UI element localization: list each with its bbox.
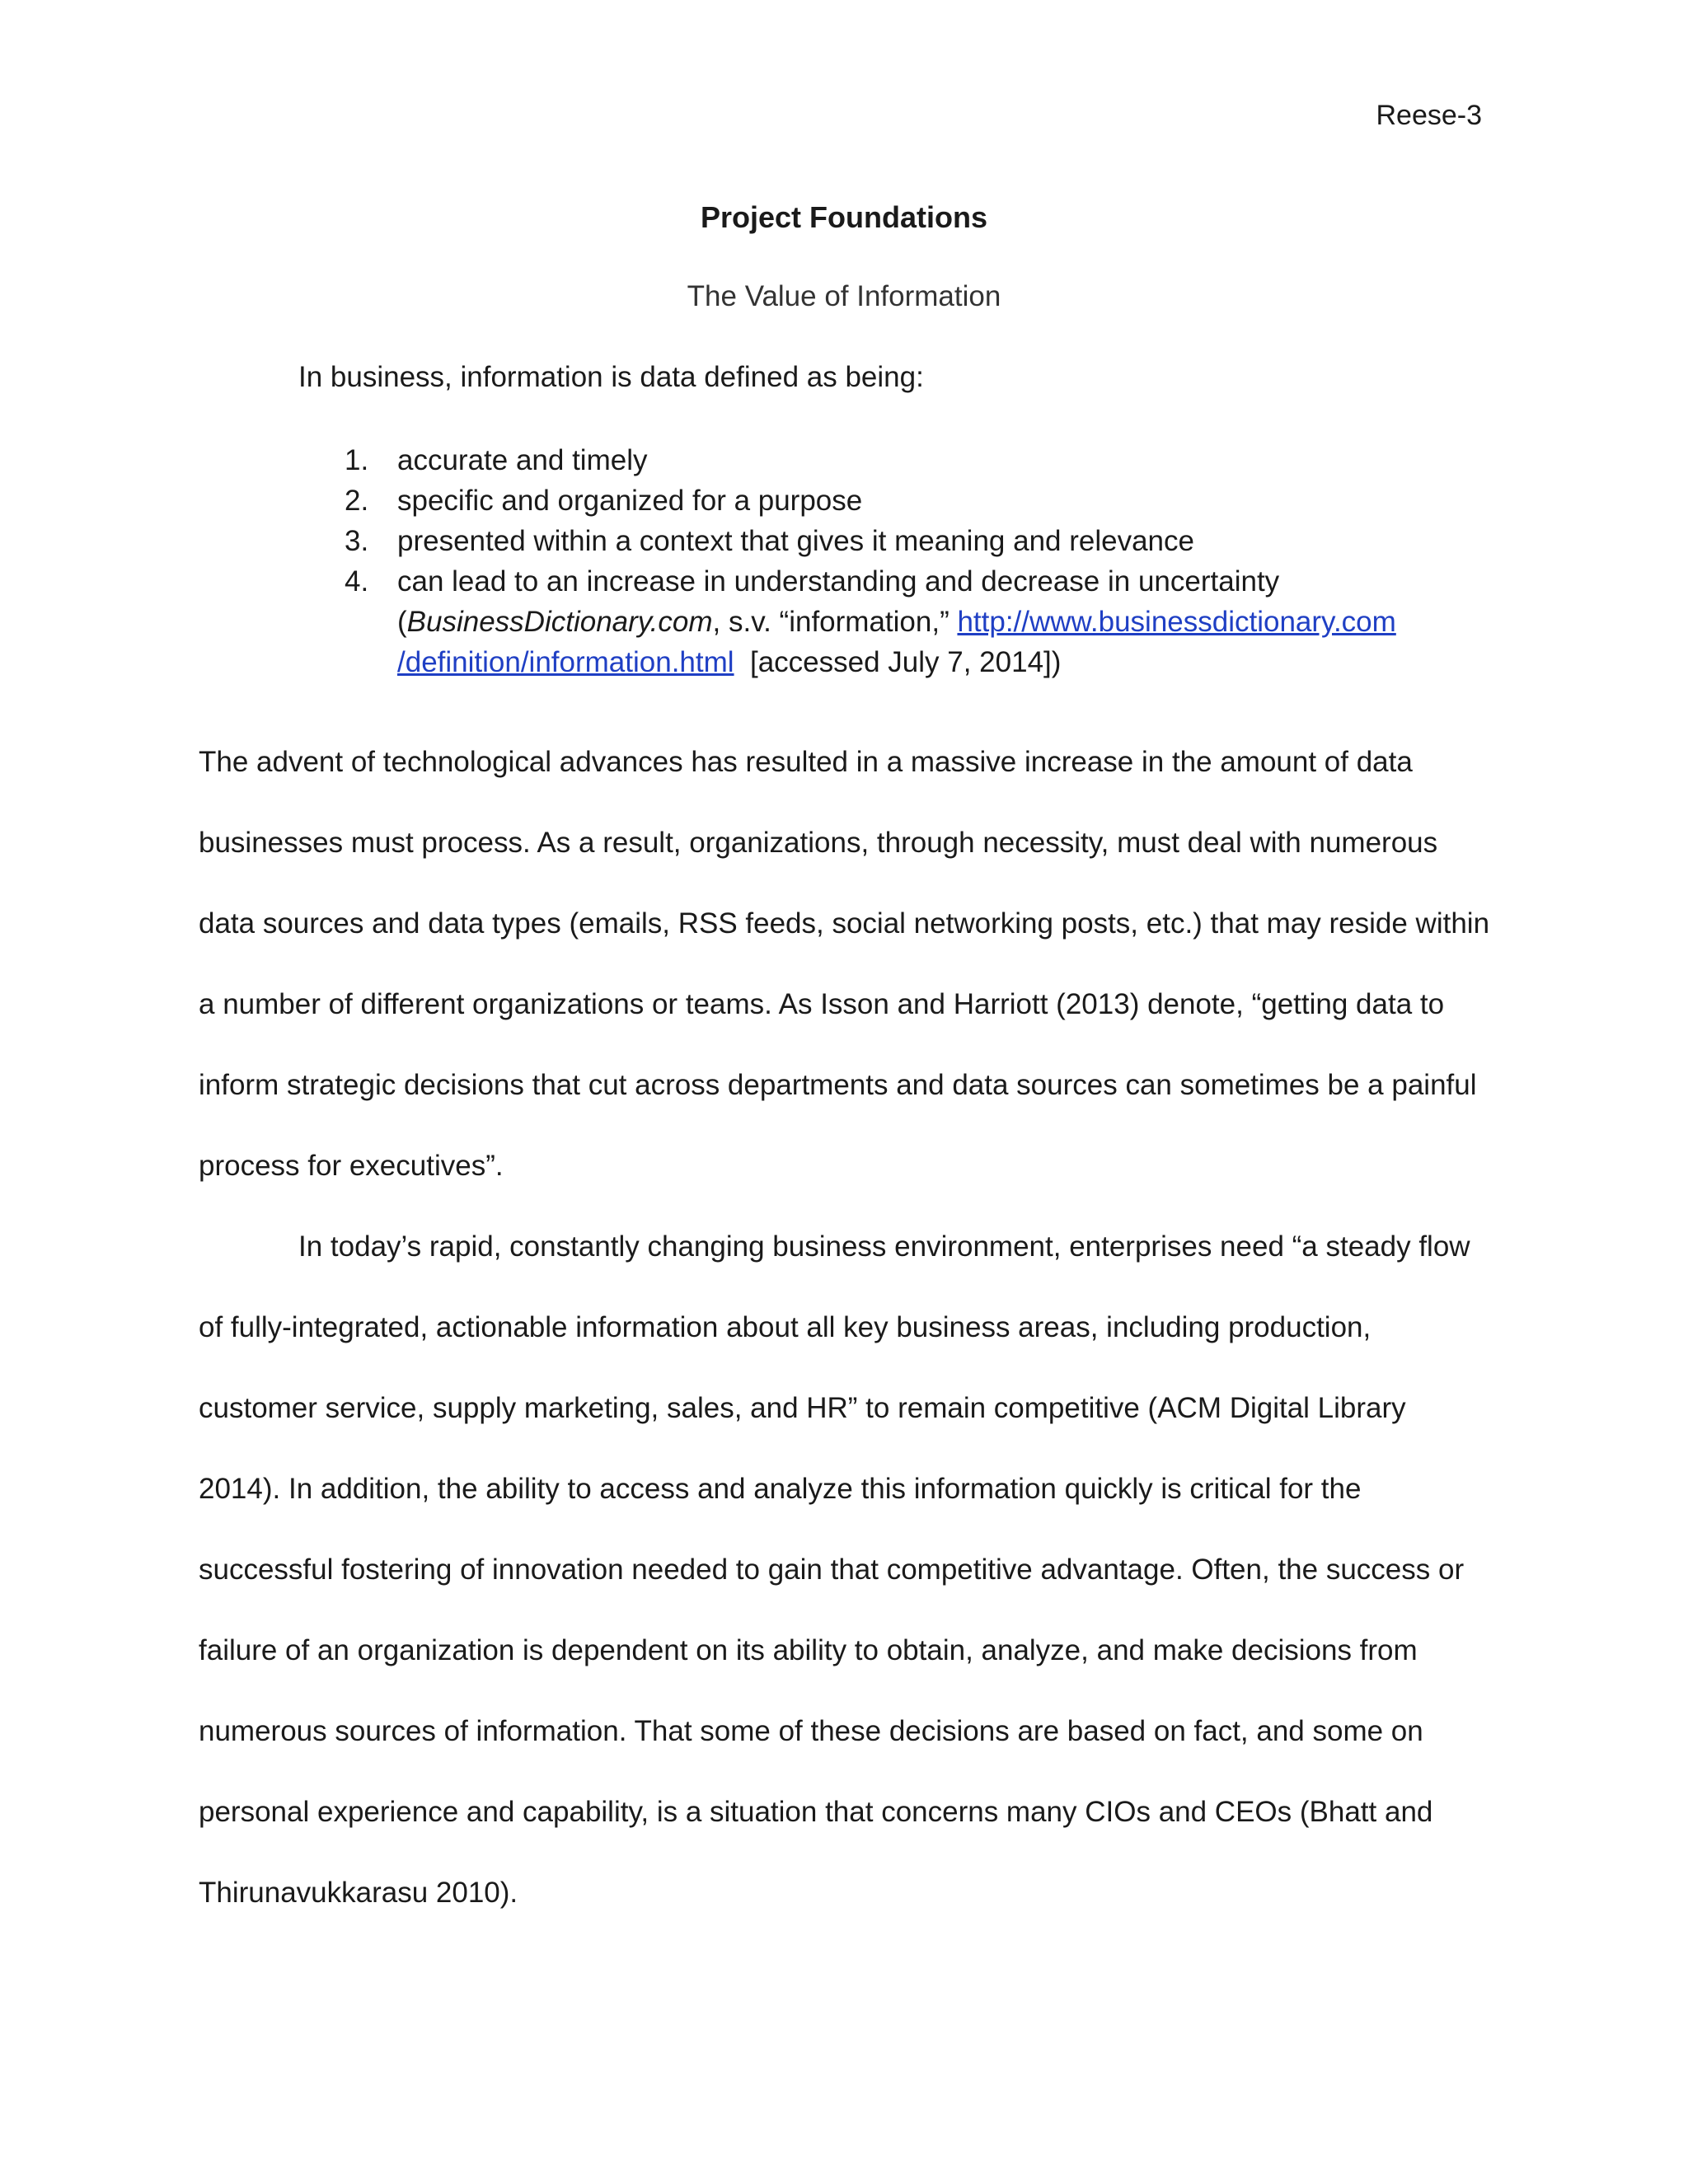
citation-source: BusinessDictionary.com [406, 606, 713, 638]
page-title: Project Foundations [700, 200, 987, 234]
citation [397, 602, 1493, 682]
list-item-text: accurate and timely [397, 444, 648, 476]
list-number: 2. [345, 485, 369, 517]
list-item [298, 480, 1493, 521]
paragraph: In today’s rapid, constantly changing business environment, enterprises need “a steady flow of fully-integrated, actionable information about all key business areas, including production, customer service, supply marketing, sales, and HR” to remain competitive (ACM Digital Library 2014). In addition, the ability to access and analyze this information quickly is critical for the successful fostering of innovation needed to gain that competitive advantage. Often, the success or failure of an organization is dependent on its ability to obtain, analyze, and make decisions from numerous sources of information. That some of these decisions are based on fact, and some on personal experience and capability, is a situation that concerns many CIOs and CEOs (Bhatt and Thirunavukkarasu 2010). [199, 1230, 1470, 1909]
list-number: 3. [345, 525, 369, 557]
list-number: 4. [345, 565, 369, 598]
paragraph: The advent of technological advances has resulted in a massive increase in the amount of data businesses must process. As a result, organizations, through necessity, must deal with numerous data sources and data types (emails, RSS feeds, social networking posts, etc.) that may reside within a number of different organizations or teams. As Isson and Harriott (2013) denote, “getting data to inform strategic decisions that cut across departments and data sources can sometimes be a painful process for executives”. [199, 746, 1490, 1182]
list-item [298, 561, 1493, 682]
citation-link-part1[interactable]: http://www.businessdictionary.com [957, 606, 1396, 638]
page-subtitle: The Value of Information [687, 280, 1001, 312]
intro-sentence: In business, information is data defined as being: [298, 361, 924, 393]
definition-list [298, 440, 1493, 682]
running-head: Reese-3 [1376, 100, 1482, 131]
citation-open-paren: ( [397, 606, 407, 638]
citation-link-part2[interactable]: /definition/information.html [397, 646, 734, 678]
body-text [199, 722, 1493, 1933]
list-item [298, 521, 1493, 561]
list-number: 1. [345, 444, 369, 476]
list-item-text: specific and organized for a purpose [397, 485, 863, 517]
list-item-text: presented within a context that gives it meaning and relevance [397, 525, 1194, 557]
list-item-text: can lead to an increase in understanding and decrease in uncertainty [397, 565, 1280, 598]
citation-detail: , s.v. “information,” [712, 606, 958, 638]
citation-accessed: [accessed July 7, 2014]) [734, 646, 1062, 678]
list-item [298, 440, 1493, 480]
